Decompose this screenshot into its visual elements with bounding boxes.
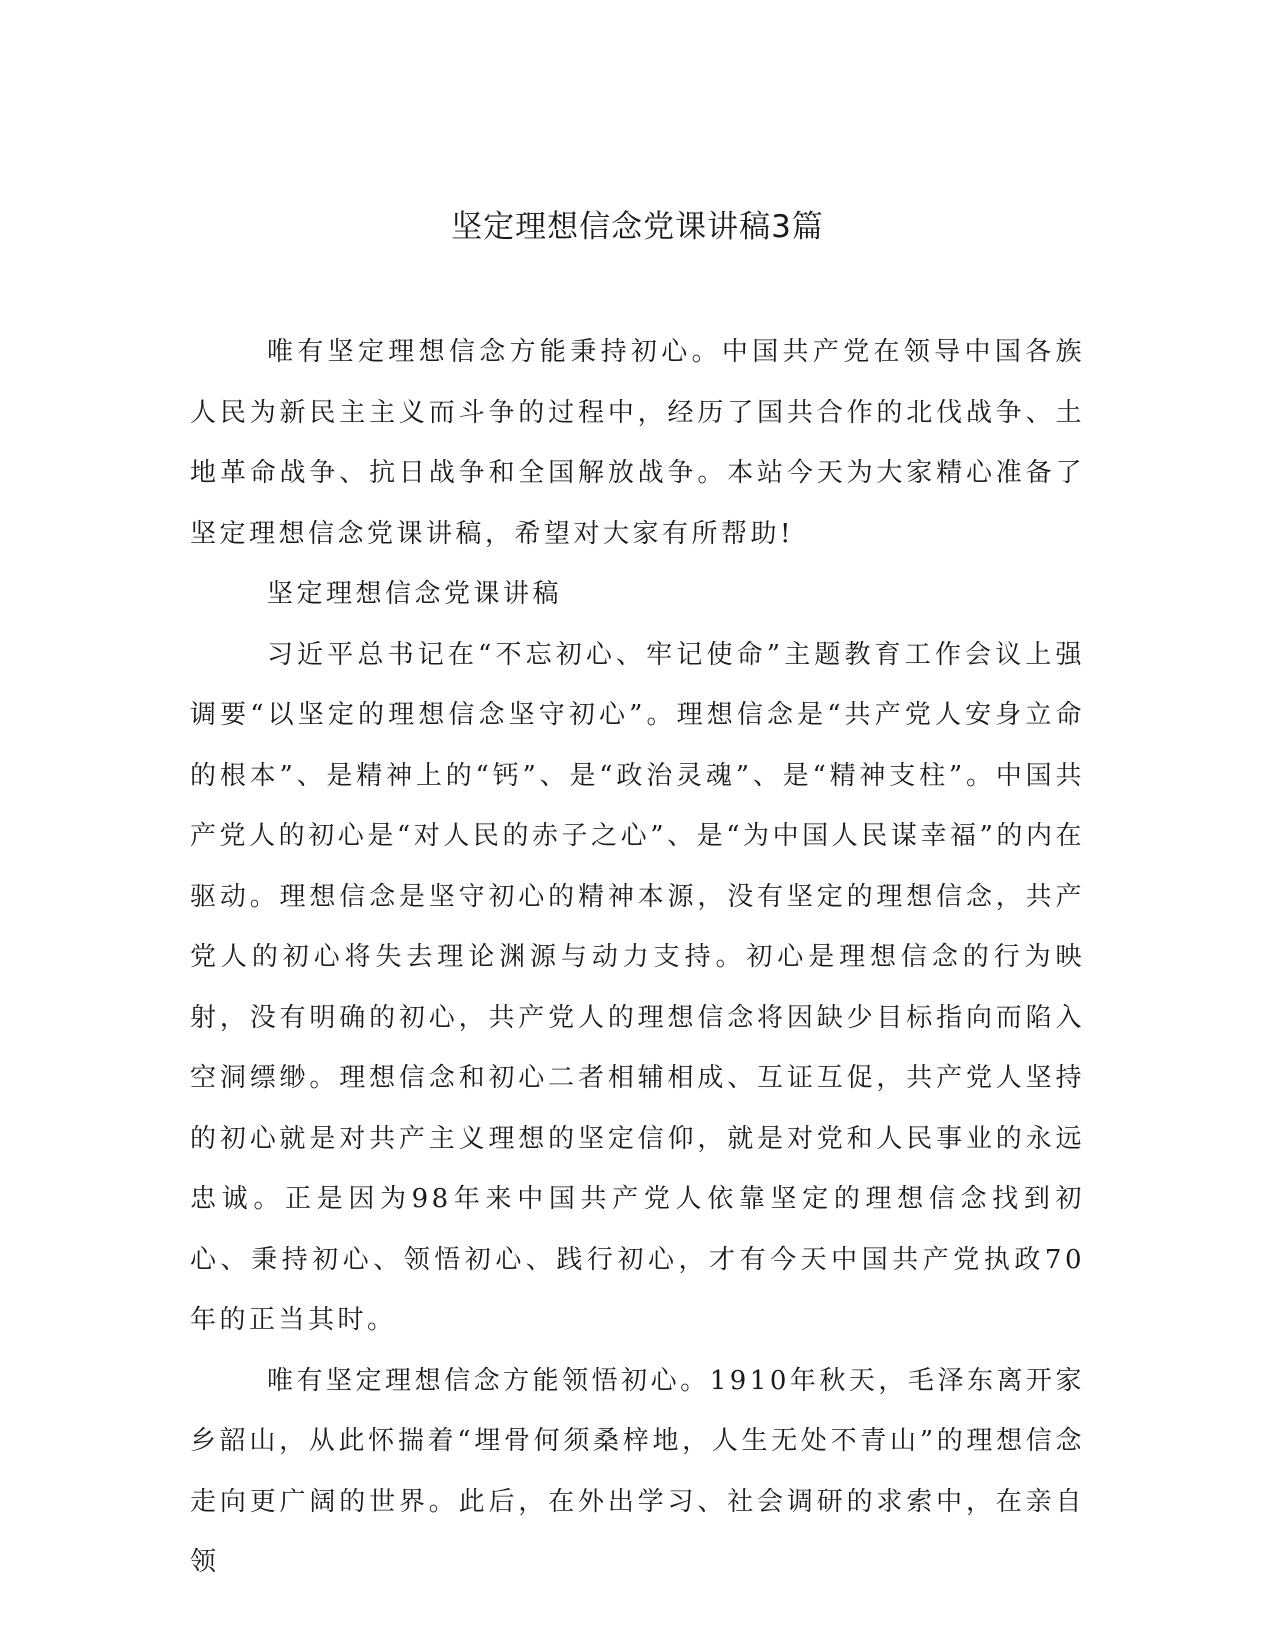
section-heading: 坚定理想信念党课讲稿	[267, 579, 563, 609]
body-paragraph: 习近平总书记在“不忘初心、牢记使命”主题教育工作会议上强调要“以坚定的理想信念坚守初心”。理想信念是“共产党人安身立命的根本”、是精神上的“钙”、是“政治灵魂”、是“精神支柱”。中国共产党人的初心是“对人民的赤子之心”、是“为中国人民谋幸福”的内在驱动。理想信念是坚守初心的精神本源，没有坚定的理想信念，共产党人的初心将失去理论渊源与动力支持。初心是理想信念的行为映射，没有明确的初心，共产党人的理想信念将因缺少目标指向而陷入空洞缥缈。理想信念和初心二者相辅相成、互证互促，共产党人坚持的初心就是对共产主义理想的坚定信仰，就是对党和人民事业的永远忠诚。正是因为98年来中国共产党人依靠坚定的理想信念找到初心、秉持初心、领悟初心、践行初心，才有今天中国共产党执政70年的正当其时。	[190, 639, 1085, 1335]
document-body	[190, 322, 1085, 1593]
document-title: 坚定理想信念党课讲稿3篇	[451, 209, 824, 245]
body-paragraph: 唯有坚定理想信念方能领悟初心。1910年秋天，毛泽东离开家乡韶山，从此怀揣着“埋骨何须桑梓地，人生无处不青山”的理想信念走向更广阔的世界。此后，在外出学习、社会调研的求索中，在亲自领	[190, 1365, 1085, 1577]
intro-paragraph: 唯有坚定理想信念方能秉持初心。中国共产党在领导中国各族人民为新民主主义而斗争的过程中，经历了国共合作的北伐战争、土地革命战争、抗日战争和全国解放战争。本站今天为大家精心准备了坚定理想信念党课讲稿，希望对大家有所帮助!	[190, 337, 1085, 549]
